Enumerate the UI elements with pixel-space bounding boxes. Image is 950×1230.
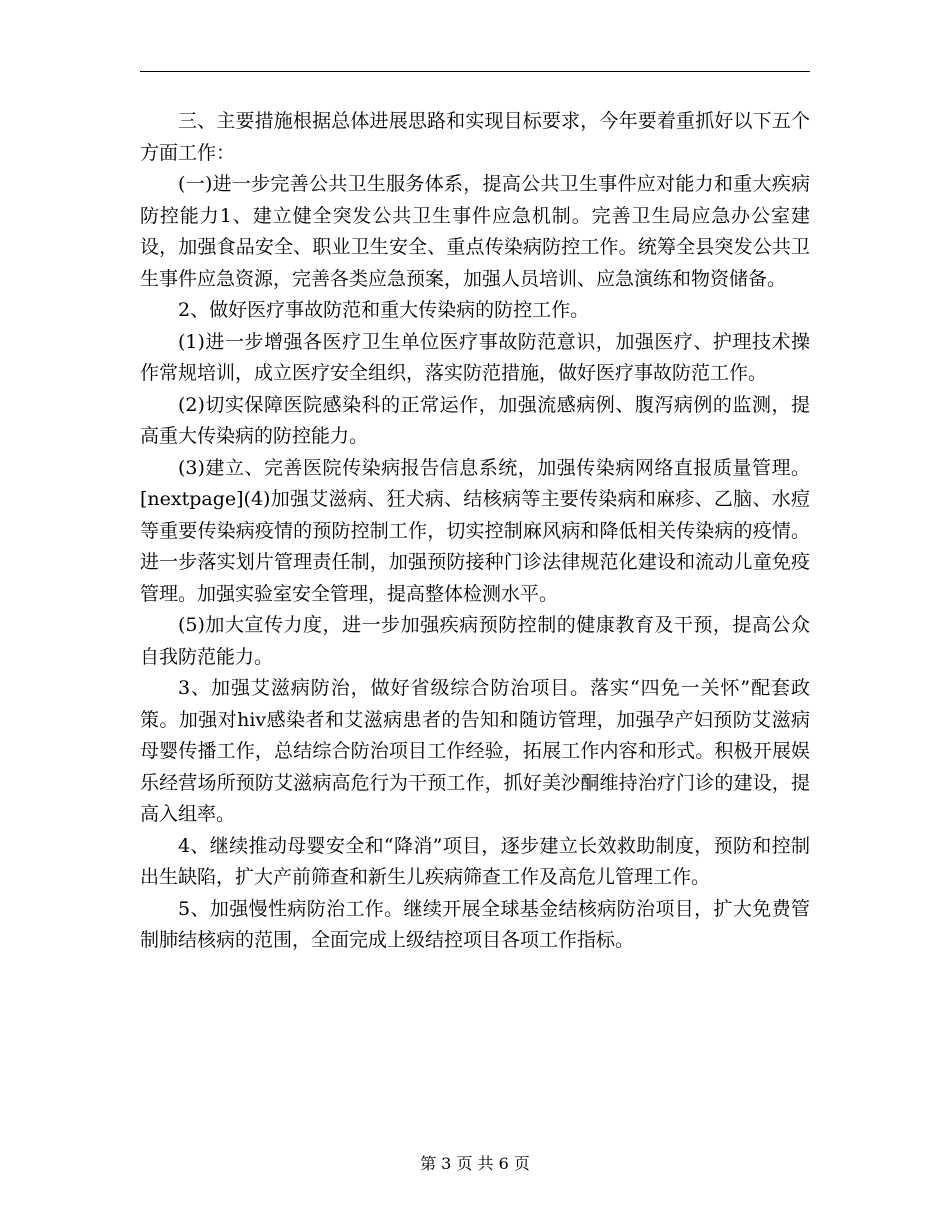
paragraph-chronic-disease: 5、加强慢性病防治工作。继续开展全球基金结核病防治项目，扩大免费管制肺结核病的范围，全面完成上级结控项目各项工作指标。 (140, 897, 810, 951)
paragraph-item-5: (5)加大宣传力度，进一步加强疾病预防控制的健康教育及干预，提高公众自我防范能力。 (140, 614, 810, 668)
paragraph-maternal-safety: 4、继续推动母婴安全和“降消”项目，逐步建立长效救助制度，预防和控制出生缺陷，扩大产前筛查和新生儿疾病筛查工作及高危儿管理工作。 (140, 834, 810, 888)
header-rule (140, 71, 810, 72)
paragraph-aids-prevention: 3、加强艾滋病防治，做好省级综合防治项目。落实“四免一关怀”配套政策。加强对hiv感染者和艾滋病患者的告知和随访管理，加强孕产妇预防艾滋病母婴传播工作，总结综合防治项目工作经验，拓展工作内容和形式。积极开展娱乐经营场所预防艾滋病高危行为干预工作，抓好美沙酮维持治疗门诊的建设，提高入组率。 (140, 677, 810, 825)
paragraph-item-2: (2)切实保障医院感染科的正常运作，加强流感病例、腹泻病例的监测，提高重大传染病的防控能力。 (140, 393, 810, 447)
paragraph-main-measures: 三、主要措施根据总体进展思路和实现目标要求，今年要着重抓好以下五个方面工作： (140, 110, 810, 164)
document-body (140, 106, 810, 957)
page-number-footer: 第 3 页 共 6 页 (420, 1154, 530, 1173)
paragraph-item-1: (1)进一步增强各医疗卫生单位医疗事故防范意识，加强医疗、护理技术操作常规培训，成立医疗安全组织，落实防范措施，做好医疗事故防范工作。 (140, 330, 810, 384)
paragraph-public-health-system: (一)进一步完善公共卫生服务体系，提高公共卫生事件应对能力和重大疾病防控能力1、建立健全突发公共卫生事件应急机制。完善卫生局应急办公室建设，加强食品安全、职业卫生安全、重点传染病防控工作。统筹全县突发公共卫生事件应急资源，完善各类应急预案，加强人员培训、应急演练和物资储备。 (140, 173, 810, 290)
paragraph-item-3-4: (3)建立、完善医院传染病报告信息系统，加强传染病网络直报质量管理。[nextpage](4)加强艾滋病、狂犬病、结核病等主要传染病和麻疹、乙脑、水痘等重要传染病疫情的预防控制工作，切实控制麻风病和降低相关传染病的疫情。进一步落实划片管理责任制，加强预防接种门诊法律规范化建设和流动儿童免疫管理。加强实验室安全管理，提高整体检测水平。 (140, 456, 810, 605)
paragraph-accident-prevention-heading: 2、做好医疗事故防范和重大传染病的防控工作。 (178, 299, 590, 321)
